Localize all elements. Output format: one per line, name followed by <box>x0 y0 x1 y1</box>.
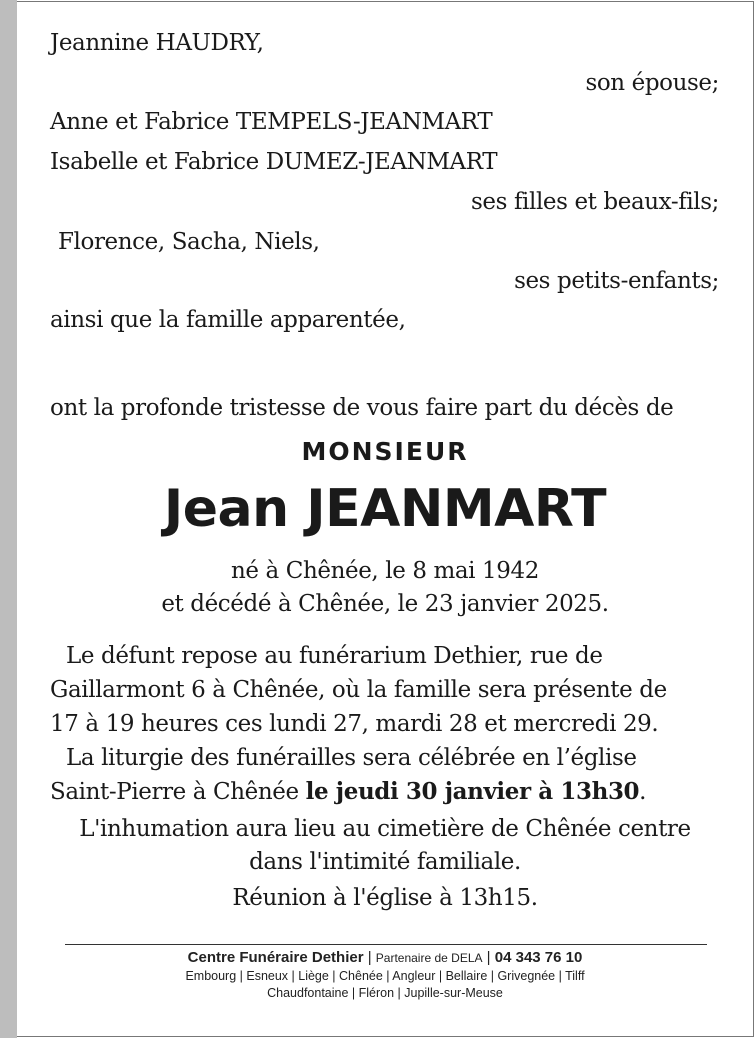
funeral-date-highlight: le jeudi 30 janvier à 13h30 <box>305 778 640 805</box>
separator: | <box>363 949 376 966</box>
detail-line-4: La liturgie des funérailles sera célébrée en l’église <box>66 745 637 771</box>
detail-line-2: Gaillarmont 6 à Chênée, où la famille sera présente de <box>50 677 667 703</box>
birth-line: né à Chênée, le 8 mai 1942 <box>231 558 539 584</box>
deceased-name: Jean JEANMART <box>163 479 607 539</box>
detail-line-8: Réunion à l'église à 13h15. <box>232 885 538 911</box>
announcement-intro: ont la profonde tristesse de vous faire part du décès de <box>50 395 674 421</box>
detail-line-1: Le défunt repose au funérarium Dethier, rue de <box>66 643 603 669</box>
extended-family: ainsi que la famille apparentée, <box>50 307 406 333</box>
wife-name: Jeannine HAUDRY, <box>50 30 264 56</box>
footer-company-line <box>17 948 753 968</box>
grandchildren-role: ses petits-enfants; <box>514 268 719 294</box>
detail-line-7: dans l'intimité familiale. <box>249 849 521 875</box>
wife-role: son épouse; <box>585 70 719 96</box>
detail-line-5 <box>50 778 646 806</box>
honorific: MONSIEUR <box>301 437 469 466</box>
grandchildren: Florence, Sacha, Niels, <box>58 229 320 255</box>
partner-text: Partenaire de DELA <box>375 951 483 965</box>
phone-number: 04 343 76 10 <box>494 949 583 966</box>
death-line: et décédé à Chênée, le 23 janvier 2025. <box>161 591 609 617</box>
detail-line-5-start: Saint-Pierre à Chênée <box>50 779 306 805</box>
daughter-1: Anne et Fabrice TEMPELS-JEANMART <box>50 109 493 135</box>
separator: | <box>482 949 495 966</box>
detail-line-6: L'inhumation aura lieu au cimetière de Chênée centre <box>79 816 691 842</box>
footer-locations-2: Chaudfontaine | Fléron | Jupille-sur-Meuse <box>267 986 503 1000</box>
footer-locations-1: Embourg | Esneux | Liège | Chênée | Angleur | Bellaire | Grivegnée | Tilff <box>185 969 585 983</box>
daughters-role: ses filles et beaux-fils; <box>471 189 719 215</box>
footer-divider <box>65 944 707 945</box>
detail-line-5-end: . <box>639 779 647 805</box>
left-margin-bar <box>0 0 17 1038</box>
company-name: Centre Funéraire Dethier <box>187 949 364 966</box>
detail-line-3: 17 à 19 heures ces lundi 27, mardi 28 et mercredi 29. <box>50 711 659 737</box>
daughter-2: Isabelle et Fabrice DUMEZ-JEANMART <box>50 149 498 175</box>
